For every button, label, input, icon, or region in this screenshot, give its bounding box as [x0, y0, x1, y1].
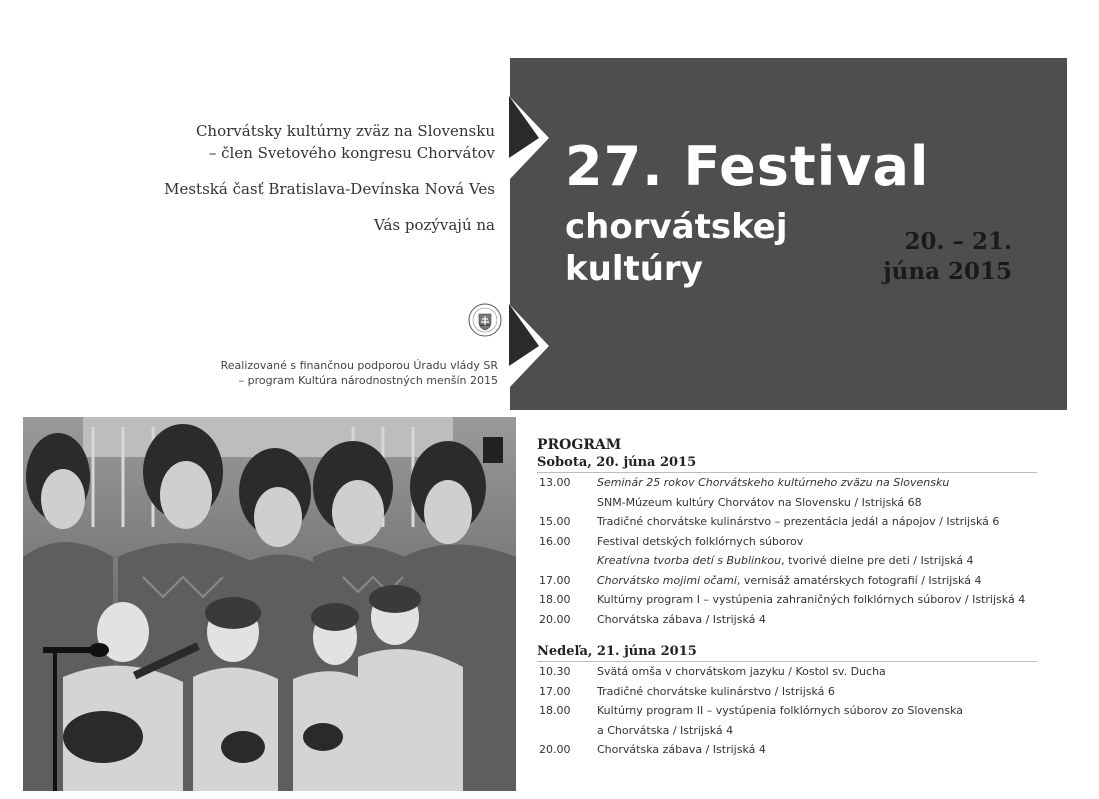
- event-title: Seminár 25 rokov Chorvátskeho kultúrneho zväzu na Slovensku: [597, 476, 950, 489]
- event-detail-rest: , tvorivé dielne pre deti / Istrijská 4: [781, 554, 974, 567]
- event-time: 13.00: [539, 476, 571, 489]
- funding-note: [210, 358, 498, 388]
- event-title: Kultúrny program I – vystúpenia zahraničných folklórnych súborov / Istrijská 4: [597, 593, 1026, 606]
- event-detail-rest: , vernisáž amatérskych fotografií / Istrijská 4: [736, 573, 982, 587]
- program-row: [537, 701, 1037, 740]
- program-row: [537, 590, 1037, 610]
- event-time: 17.00: [539, 573, 571, 587]
- event-time: 17.00: [539, 684, 571, 698]
- program-row: [537, 532, 1037, 571]
- festival-dates-line: júna 2015: [883, 258, 1012, 285]
- banner-notch: [509, 96, 549, 396]
- day-heading: Sobota, 20. júna 2015: [537, 455, 697, 470]
- coorganizer: Mestská časť Bratislava-Devínska Nová Ves: [164, 180, 495, 198]
- folk-ensemble-photo: [23, 417, 516, 791]
- event-title: Chorvátska zábava / Istrijská 4: [597, 743, 766, 756]
- program-row: [537, 682, 1037, 702]
- event-time: 18.00: [539, 704, 571, 717]
- event-time: 15.00: [539, 515, 571, 528]
- program-row: [537, 512, 1037, 532]
- program-row: [537, 661, 1037, 682]
- inviters-block: [100, 120, 495, 236]
- event-time: 20.00: [539, 612, 571, 626]
- festival-title-line: 27. Festival: [565, 135, 930, 198]
- event-title: Svätá omša v chorvátskom jazyku / Kostol sv. Ducha: [597, 665, 886, 678]
- event-time: 16.00: [539, 534, 571, 548]
- event-time: 10.30: [539, 665, 571, 678]
- festival-dates-line: 20. – 21.: [904, 228, 1012, 255]
- organizer-line: Chorvátsky kultúrny zväz na Slovensku: [195, 122, 495, 140]
- event-title: Kultúrny program II – vystúpenia folklórnych súborov zo Slovenska: [597, 704, 964, 717]
- event-detail-title: Kreatívna tvorba detí s Bublinkou: [597, 554, 782, 567]
- event-venue: SNM-Múzeum kultúry Chorvátov na Slovensku / Istrijská 68: [597, 495, 922, 509]
- festival-title-line: kultúry: [565, 249, 703, 289]
- program-row: [537, 610, 1037, 630]
- event-title: Tradičné chorvátske kulinárstvo / Istrijská 6: [597, 684, 835, 698]
- program-row: [537, 740, 1037, 760]
- organizer-line: – člen Svetového kongresu Chorvátov: [208, 144, 495, 162]
- program-heading: PROGRAM: [537, 437, 622, 453]
- funding-line: Realizované s finančnou podporou Úradu vlády SR: [220, 359, 498, 372]
- event-title: Chorvátsko mojimi očami: [597, 573, 737, 587]
- event-venue: a Chorvátska / Istrijská 4: [597, 723, 734, 737]
- slovak-government-seal-icon: [468, 303, 502, 337]
- festival-title-line: chorvátskej: [565, 207, 788, 247]
- event-time: 18.00: [539, 593, 571, 606]
- program-section: [537, 436, 1037, 760]
- festival-dates: [842, 227, 1012, 287]
- program-row: [537, 472, 1037, 512]
- program-row: [537, 571, 1037, 591]
- event-time: 20.00: [539, 743, 571, 756]
- event-title: Festival detských folklórnych súborov: [597, 534, 804, 548]
- event-detail: [597, 551, 1037, 571]
- event-title: Chorvátska zábava / Istrijská 4: [597, 612, 766, 626]
- funding-line: – program Kultúra národnostných menšín 2015: [238, 374, 498, 387]
- event-title: Tradičné chorvátske kulinárstvo – prezentácia jedál a nápojov / Istrijská 6: [597, 515, 1000, 528]
- day-heading: Nedeľa, 21. júna 2015: [537, 644, 697, 659]
- invite-text: Vás pozývajú na: [374, 216, 495, 234]
